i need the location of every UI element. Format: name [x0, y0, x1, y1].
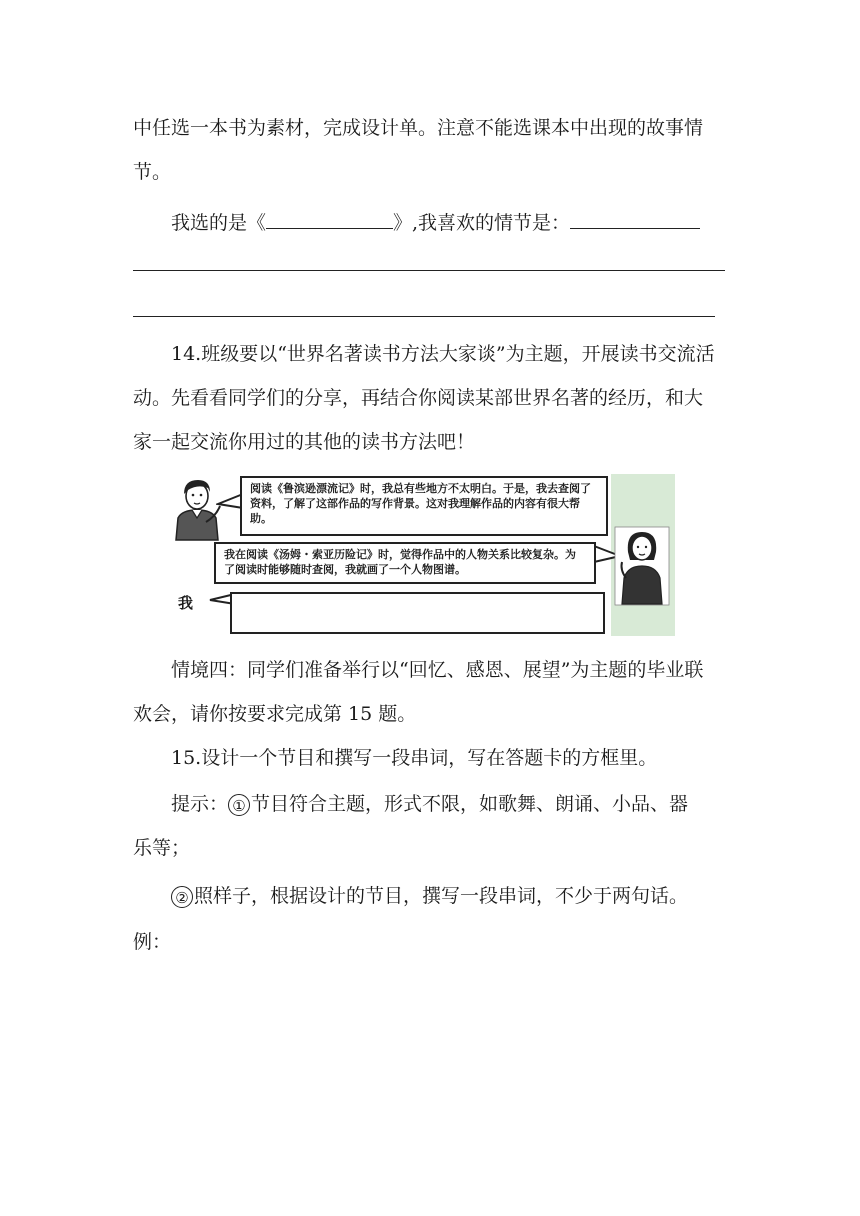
reading-methods-illustration [172, 474, 675, 636]
me-label: 我 [178, 594, 194, 612]
question-15-line: 15.设计一个节目和撰写一段串词，写在答题卡的方框里。 [171, 747, 658, 769]
hint-2-text: 照样子，根据设计的节目，撰写一段串词，不少于两句话。 [194, 885, 689, 907]
paragraph-line: 节。 [133, 161, 172, 183]
question-14-line: 动。先看看同学们的分享，再结合你阅读某部世界名著的经历，和大 [133, 387, 704, 409]
answer-blank-line[interactable] [133, 316, 715, 317]
circled-number-1: ① [228, 794, 250, 816]
speech-bubble-girl: 我在阅读《汤姆・索亚历险记》时，觉得作品中的人物关系比较复杂。为了阅读时能够随时查阅，我就画了一个人物图谱。 [214, 542, 596, 584]
my-answer-bubble[interactable] [230, 592, 605, 634]
plot-blank[interactable] [570, 210, 700, 229]
scenario-4-line: 情境四：同学们准备举行以“回忆、感恩、展望”为主题的毕业联 [171, 659, 704, 681]
speech-bubble-boy: 阅读《鲁滨逊漂流记》时，我总有些地方不太明白。于是，我去查阅了资料，了解了这部作品的写作背景。这对我理解作品的内容有很大帮助。 [240, 476, 608, 536]
boy-student-icon [172, 476, 222, 542]
example-label: 例： [133, 931, 172, 953]
hint-2-line [171, 884, 733, 908]
book-choice-middle: 》,我喜欢的情节是： [393, 212, 571, 234]
hint-line: 乐等； [133, 837, 191, 859]
hint-line [171, 792, 733, 816]
question-14-line: 家一起交流你用过的其他的读书方法吧！ [133, 431, 476, 453]
question-14-line: 14.班级要以“世界名著读书方法大家谈”为主题，开展读书交流活 [171, 343, 715, 365]
book-choice-prefix: 我选的是《 [171, 212, 267, 234]
paragraph-line: 中任选一本书为素材，完成设计单。注意不能选课本中出现的故事情 [133, 117, 704, 139]
answer-blank-line[interactable] [133, 270, 725, 271]
book-title-blank[interactable] [266, 210, 393, 229]
book-choice-line [171, 210, 733, 235]
girl-student-icon [614, 526, 670, 606]
circled-number-2: ② [171, 886, 193, 908]
scenario-4-line: 欢会，请你按要求完成第 15 题。 [133, 703, 417, 725]
hint-label: 提示： [171, 793, 229, 815]
hint-1-text: 节目符合主题，形式不限，如歌舞、朗诵、小品、器 [251, 793, 689, 815]
